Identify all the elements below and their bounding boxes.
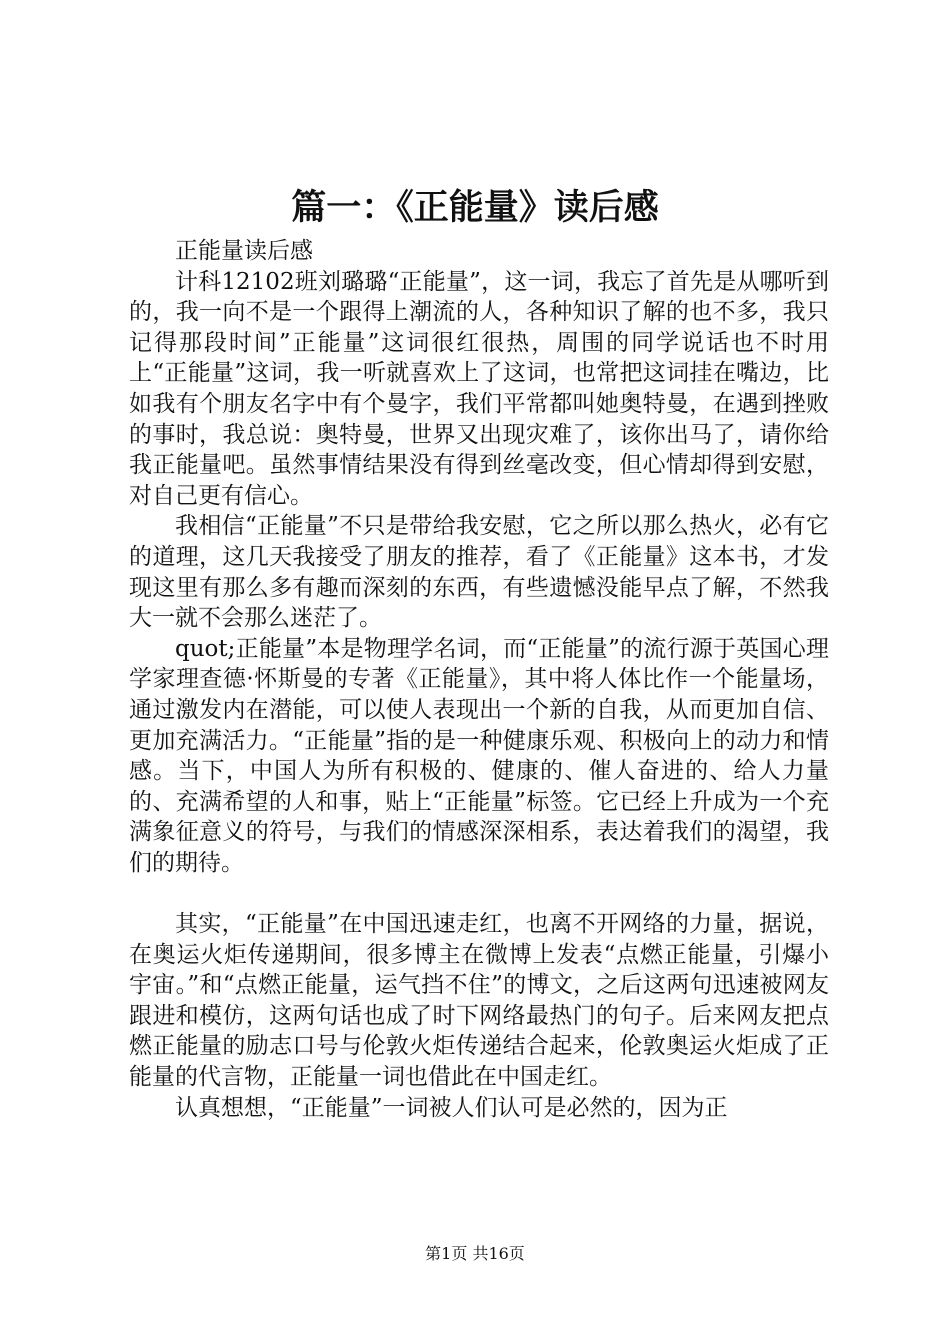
body-paragraph: quot;正能量”本是物理学名词，而“正能量”的流行源于英国心理学家理查德·怀斯曼的专著《正能量》，其中将人体比作一个能量场，通过激发内在潜能，可以使人表现出一个新的自我，从而更加自信、更加充满活力。“正能量”指的是一种健康乐观、积极向上的动力和情感。当下，中国人为所有积极的、健康的、催人奋进的、给人力量的、充满希望的人和事，贴上“正能量”标签。它已经上升成为一个充满象征意义的符号，与我们的情感深深相系，表达着我们的渴望，我们的期待。 bbox=[129, 635, 829, 876]
subtitle-paragraph: 正能量读后感 bbox=[175, 238, 313, 264]
document-body bbox=[129, 236, 829, 1123]
body-paragraph: 我相信“正能量”不只是带给我安慰，它之所以那么热火，必有它的道理，这几天我接受了朋友的推荐，看了《正能量》这本书，才发现这里有那么多有趣而深刻的东西，有些遗憾没能早点了解，不然我大一就不会那么迷茫了。 bbox=[129, 513, 829, 632]
page-footer: 第1页 共16页 bbox=[425, 1244, 525, 1263]
document-title: 篇一：《正能量》读后感 bbox=[291, 187, 659, 228]
body-paragraph: 其实，“正能量”在中国迅速走红，也离不开网络的力量，据说，在奥运火炬传递期间，很多博主在微博上发表“点燃正能量，引爆小宇宙。”和“点燃正能量，运气挡不住”的博文，之后这两句迅速被网友跟进和模仿，这两句话也成了时下网络最热门的句子。后来网友把点燃正能量的励志口号与伦敦火炬传递结合起来，伦敦奥运火炬成了正能量的代言物，正能量一词也借此在中国走红。 bbox=[129, 911, 829, 1091]
body-paragraph: 计科12102班刘璐璐“正能量”，这一词，我忘了首先是从哪听到的，我一向不是一个跟得上潮流的人，各种知识了解的也不多，我只记得那段时间”正能量”这词很红很热，周围的同学说话也不时用上“正能量”这词，我一听就喜欢上了这词，也常把这词挂在嘴边，比如我有个朋友名字中有个曼字，我们平常都叫她奥特曼，在遇到挫败的事时，我总说：奥特曼，世界又出现灾难了，该你出马了，请你给我正能量吧。虽然事情结果没有得到丝毫改变，但心情却得到安慰，对自己更有信心。 bbox=[129, 268, 829, 509]
body-paragraph: 认真想想，“正能量”一词被人们认可是必然的，因为正 bbox=[175, 1094, 728, 1121]
